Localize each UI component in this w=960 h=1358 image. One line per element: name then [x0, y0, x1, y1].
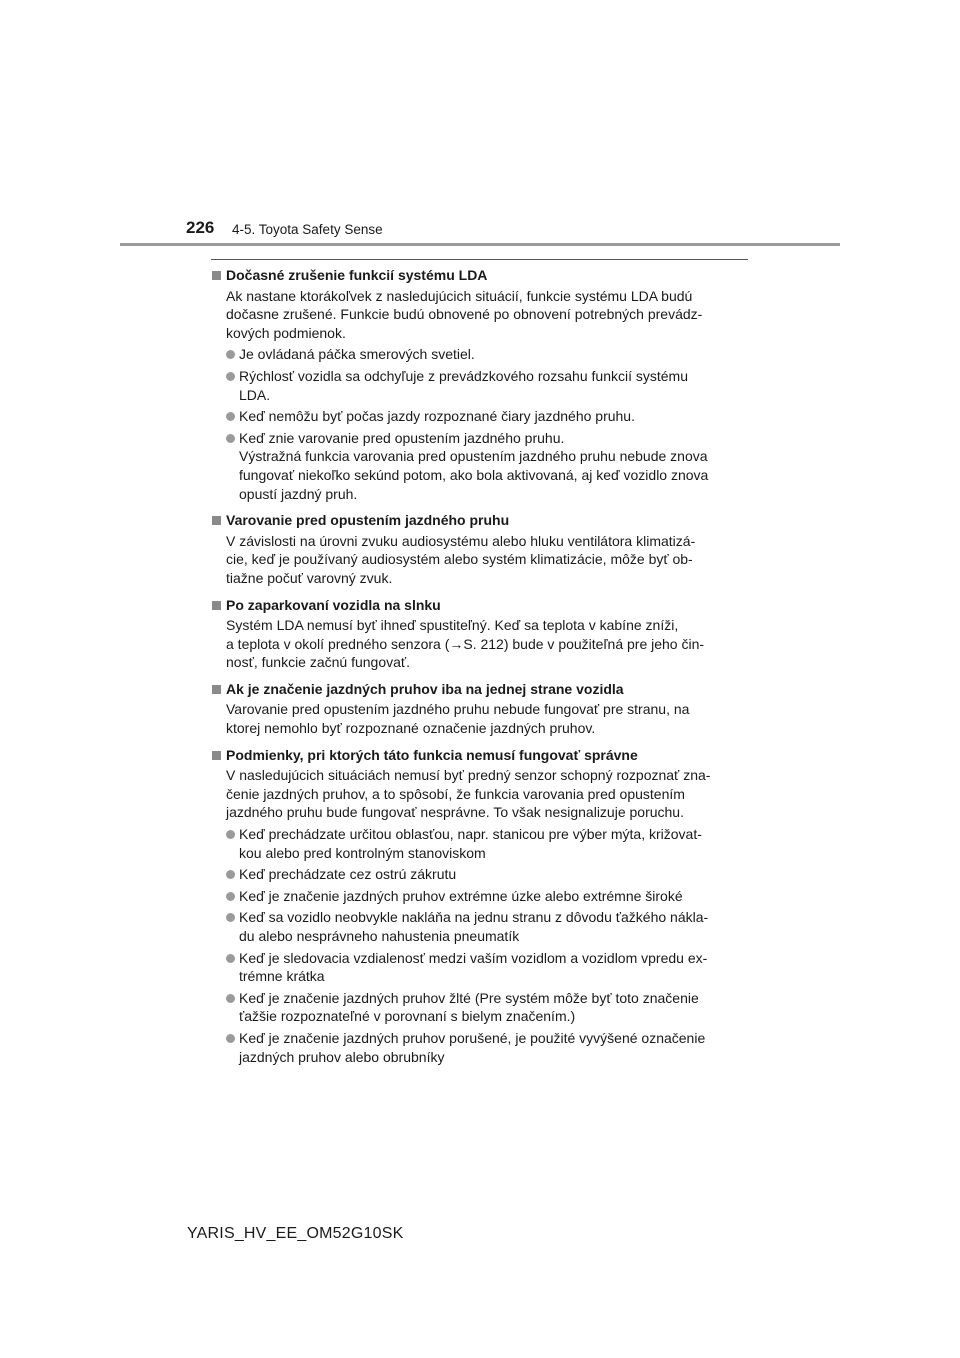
list-item-text: Keď prechádzate určitou oblasťou, napr. stanicou pre výber mýta, križovat- kou alebo pred kontrolným stanoviskom [239, 826, 702, 861]
section-heading-text: Varovanie pred opustením jazdného pruhu [226, 512, 510, 529]
list-item [226, 429, 750, 503]
list-item-text: Keď znie varovanie pred opustením jazdného pruhu. Výstražná funkcia varovania pred opustením jazdného pruhu nebude znova fungovať niekoľko sekúnd potom, ako bola aktivovaná, aj keď vozidlo znova opustí jazdný pruh. [239, 429, 709, 502]
list-item [226, 865, 750, 884]
list-item [226, 825, 750, 862]
list-item [226, 367, 750, 404]
square-bullet-icon [212, 271, 221, 280]
list-item-text: Keď prechádzate cez ostrú zákrutu [239, 866, 457, 883]
list-item [226, 1029, 750, 1066]
section-heading-text: Ak je značenie jazdných pruhov iba na jednej strane vozidla [226, 680, 624, 697]
circle-bullet-icon [226, 434, 235, 443]
list-item [226, 887, 750, 906]
list-item [226, 407, 750, 426]
list-item-text: Keď je značenie jazdných pruhov porušené, je použité vyvýšené označenie jazdných pruhov alebo obrubníky [239, 1029, 706, 1065]
section-paragraph: V nasledujúcich situáciách nemusí byť predný senzor schopný rozpoznať zna- čenie jazdných pruhov, a to spôsobí, že funkcia varovania pred opustením jazdného pruhu bude fungovať nesprávne. To však nesignalizuje poruchu. [226, 767, 711, 821]
list-item-text: Keď je značenie jazdných pruhov žlté (Pre systém môže byť toto značenie ťažšie rozpoznateľné v porovnaní s bielym značením.) [239, 989, 699, 1025]
list-item-text: Je ovládaná páčka smerových svetiel. [239, 346, 475, 363]
circle-bullet-icon [226, 870, 235, 879]
section-paragraph: Systém LDA nemusí byť ihneď spustiteľný. Keď sa teplota v kabíne zníži, a teplota v okolí predného senzora (→S. 212) bude v použiteľná pre jeho čin- nosť, funkcie začnú fungovať. [226, 617, 705, 671]
circle-bullet-icon [226, 350, 235, 359]
document-code: YARIS_HV_EE_OM52G10SK [187, 1225, 404, 1242]
list-item [226, 908, 750, 945]
list-item-text: Keď je sledovacia vzdialenosť medzi vaším vozidlom a vozidlom vpredu ex- trémne krátka [239, 949, 708, 985]
list-item-text: Keď sa vozidlo neobvykle nakláňa na jednu stranu z dôvodu ťažkého nákla- du alebo nesprávneho nahustenia pneumatík [239, 909, 709, 944]
circle-bullet-icon [226, 372, 235, 381]
section-heading [210, 596, 750, 615]
square-bullet-icon [212, 685, 221, 694]
section-heading [210, 680, 750, 699]
list-item-text: Keď nemôžu byť počas jazdy rozpoznané čiary jazdného pruhu. [239, 408, 635, 425]
section-heading-text: Dočasné zrušenie funkcií systému LDA [226, 267, 488, 283]
circle-bullet-icon [226, 830, 235, 839]
section-paragraph: V závislosti na úrovni zvuku audiosystému alebo hluku ventilátora klimatizá- cie, keď je používaný audiosystém alebo systém klimatizácie, môže byť ob- tiažne počuť varovný zvuk. [226, 532, 696, 586]
section-heading-text: Podmienky, pri ktorých táto funkcia nemusí fungovať správne [226, 746, 638, 763]
circle-bullet-icon [226, 994, 235, 1003]
circle-bullet-icon [226, 1034, 235, 1043]
circle-bullet-icon [226, 913, 235, 922]
list-item [226, 989, 750, 1026]
circle-bullet-icon [226, 954, 235, 963]
circle-bullet-icon [226, 412, 235, 421]
list-item [226, 345, 750, 364]
section-title: 4-5. Toyota Safety Sense [232, 222, 383, 237]
section-heading [210, 266, 750, 285]
square-bullet-icon [212, 751, 221, 760]
content-divider [211, 259, 748, 260]
list-item-text: Keď je značenie jazdných pruhov extrémne úzke alebo extrémne široké [239, 887, 683, 904]
header-divider [120, 243, 840, 246]
page-number: 226 [186, 218, 215, 237]
section-heading-text: Po zaparkovaní vozidla na slnku [226, 596, 441, 613]
section-heading [210, 746, 750, 765]
circle-bullet-icon [226, 892, 235, 901]
square-bullet-icon [212, 516, 221, 525]
square-bullet-icon [212, 601, 221, 610]
manual-content [210, 266, 750, 1069]
section-paragraph: Ak nastane ktorákoľvek z nasledujúcich situácií, funkcie systému LDA budú dočasne zrušené. Funkcie budú obnovené po obnovení potrebných prevádz- kových podmienok. [226, 287, 703, 341]
list-item-text: Rýchlosť vozidla sa odchyľuje z prevádzkového rozsahu funkcií systému LDA. [239, 367, 688, 403]
section-heading [210, 511, 750, 530]
list-item [226, 949, 750, 986]
section-paragraph: Varovanie pred opustením jazdného pruhu nebude fungovať pre stranu, na ktorej nemohlo byť rozpoznané označenie jazdných pruhov. [226, 701, 690, 737]
